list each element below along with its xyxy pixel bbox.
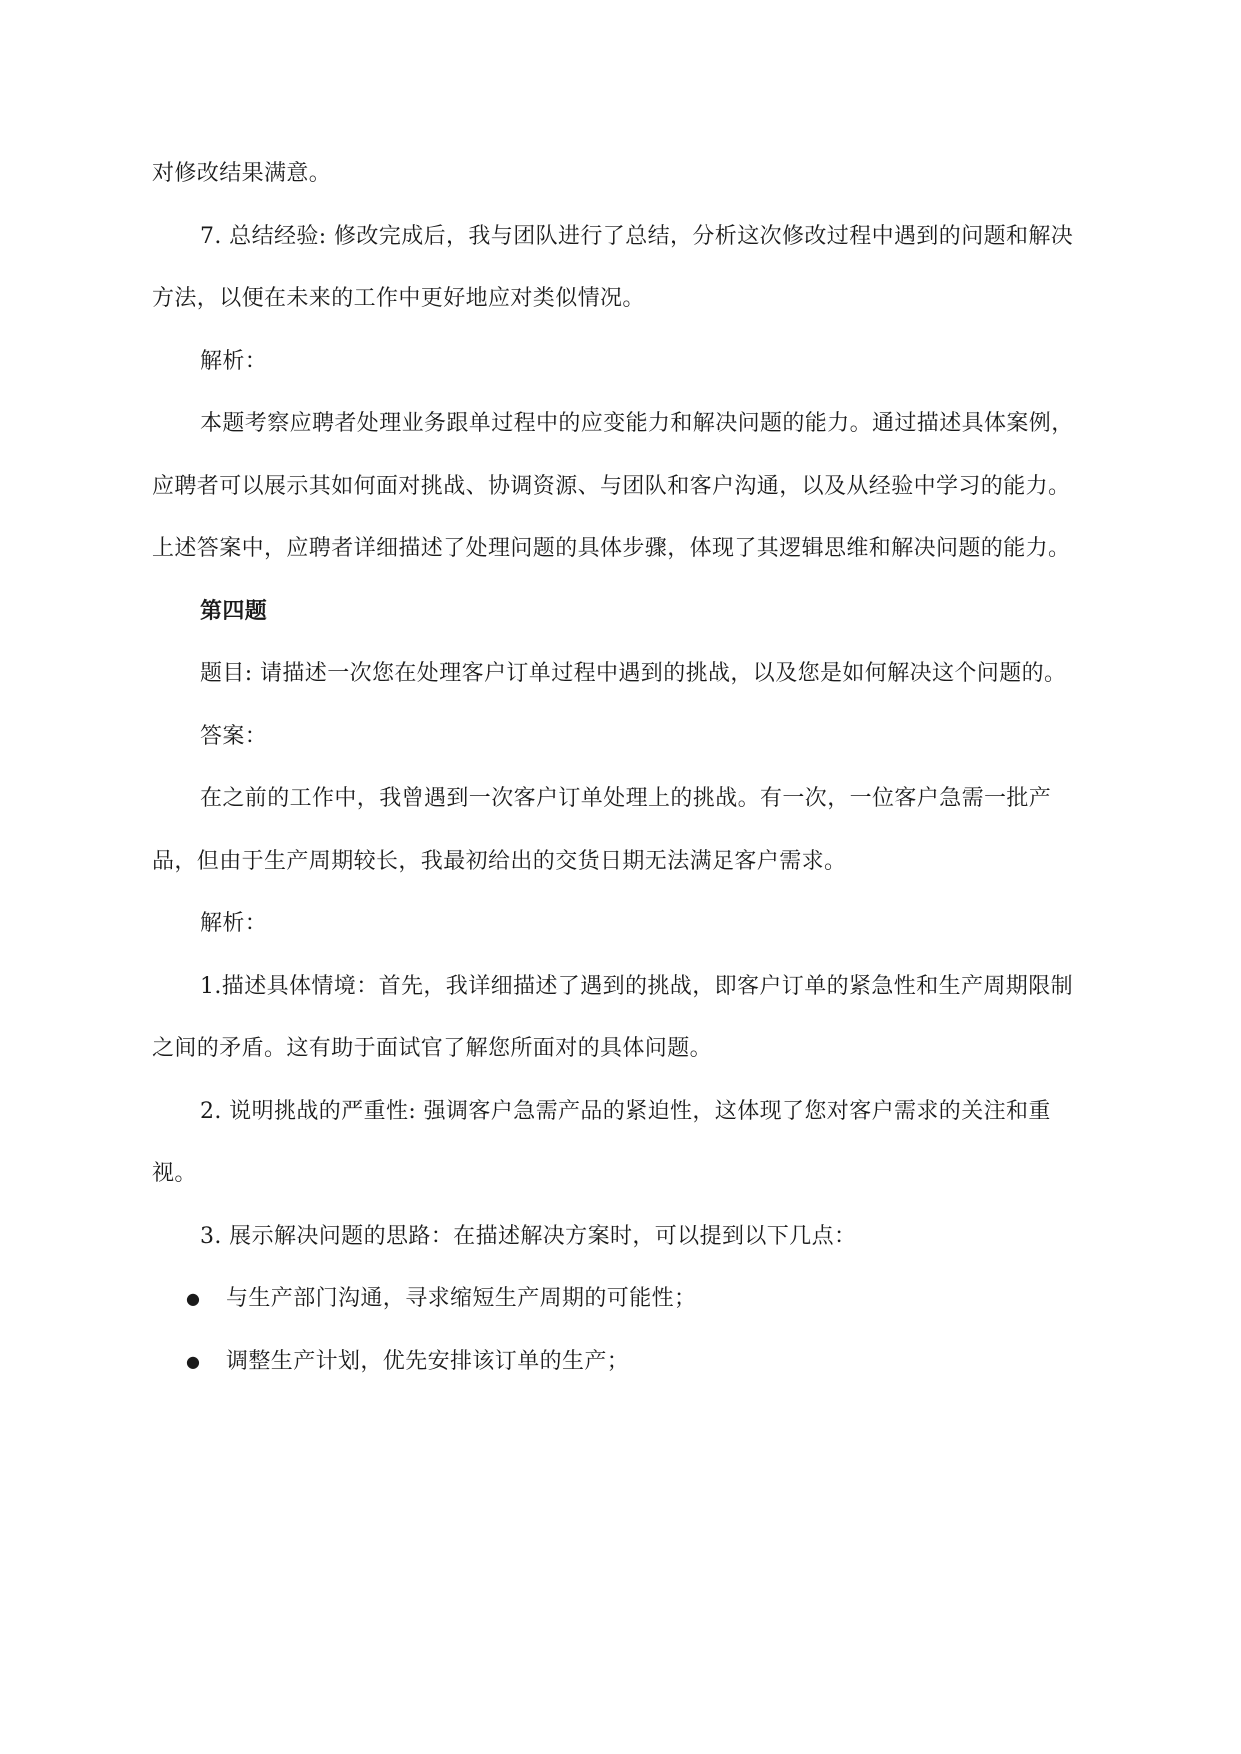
- list-item: [152, 1268, 1089, 1331]
- bullet-list: [152, 1268, 1089, 1393]
- paragraph-analysis-label: 解析：: [200, 348, 268, 374]
- paragraph-step-7: 7. 总结经验: 修改完成后，我与团队进行了总结，分析这次修改过程中遇到的问题和解决方法，以便在未来的工作中更好地应对类似情况。: [152, 223, 1074, 311]
- paragraph-analysis: 本题考察应聘者处理业务跟单过程中的应变能力和解决问题的能力。通过描述具体案例，应聘者可以展示其如何面对挑战、协调资源、与团队和客户沟通，以及从经验中学习的能力。上述答案中，应聘者详细描述了处理问题的具体步骤，体现了其逻辑思维和解决问题的能力。: [152, 411, 1074, 561]
- bullet-icon: ●: [186, 1289, 201, 1308]
- list-item: [152, 1331, 1089, 1394]
- paragraph-point-2: 2. 说明挑战的严重性: 强调客户急需产品的紧迫性，这体现了您对客户需求的关注和重视。: [152, 1098, 1051, 1186]
- paragraph-analysis-label-2: 解析：: [200, 911, 268, 936]
- paragraph-question: 题目: 请描述一次您在处理客户订单过程中遇到的挑战，以及您是如何解决这个问题的。: [200, 661, 1067, 686]
- paragraph-answer: 在之前的工作中，我曾遇到一次客户订单处理上的挑战。有一次，一位客户急需一批产品，但由于生产周期较长，我最初给出的交货日期无法满足客户需求。: [152, 786, 1052, 874]
- list-item-text: 与生产部门沟通，寻求缩短生产周期的可能性；: [226, 1286, 697, 1311]
- paragraph-continuation: 对修改结果满意。: [152, 161, 332, 186]
- paragraph-answer-label: 答案：: [200, 723, 268, 749]
- paragraph-point-1: 1.描述具体情境：首先，我详细描述了遇到的挑战，即客户订单的紧急性和生产周期限制之间的矛盾。这有助于面试官了解您所面对的具体问题。: [152, 973, 1073, 1061]
- section-heading: 第四题: [200, 598, 268, 624]
- document-body: [152, 143, 1089, 1393]
- paragraph-point-3: 3. 展示解决问题的思路：在描述解决方案时，可以提到以下几点：: [200, 1223, 857, 1249]
- list-item-text: 调整生产计划，优先安排该订单的生产；: [226, 1348, 630, 1374]
- bullet-icon: ●: [186, 1351, 201, 1371]
